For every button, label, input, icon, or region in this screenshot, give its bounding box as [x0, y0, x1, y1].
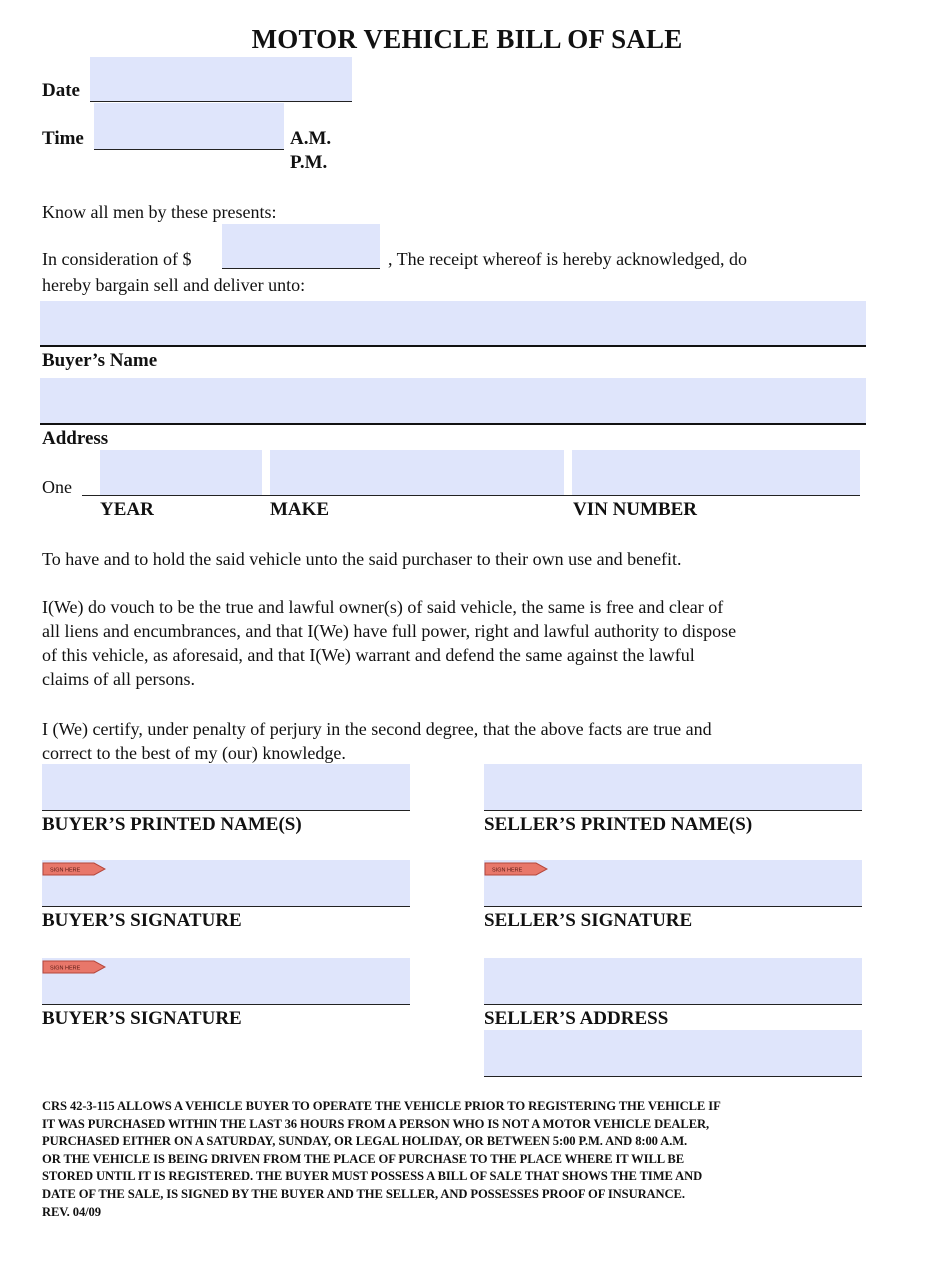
time-am-label: A.M.	[290, 128, 332, 149]
buyer-name-label: Buyer’s Name	[42, 350, 158, 371]
footer-line: OR THE VEHICLE IS BEING DRIVEN FROM THE PLACE OF PURCHASE TO THE PLACE WHERE IT WILL BE	[42, 1151, 685, 1166]
buyer-signature-label: BUYER’S SIGNATURE	[42, 910, 242, 931]
certify-paragraph-line: I (We) certify, under penalty of perjury in the second degree, that the above facts are true and	[42, 719, 712, 739]
hold-paragraph: To have and to hold the said vehicle unto the said purchaser to their own use and benefit.	[42, 549, 682, 569]
vehicle-vin-label: VIN NUMBER	[573, 499, 698, 520]
consideration-underline	[222, 268, 380, 269]
vehicle-make-field[interactable]	[270, 450, 564, 495]
intro-text: Know all men by these presents:	[42, 202, 277, 222]
address-label: Address	[42, 428, 109, 449]
footer-line: IT WAS PURCHASED WITHIN THE LAST 36 HOURS FROM A PERSON WHO IS NOT A MOTOR VEHICLE DEALER,	[42, 1116, 710, 1131]
time-field[interactable]	[94, 103, 284, 149]
consideration-amount-field[interactable]	[222, 224, 380, 268]
vehicle-vin-field[interactable]	[572, 450, 860, 495]
sign-here-flag-icon[interactable]	[484, 861, 548, 877]
consideration-line2: hereby bargain sell and deliver unto:	[42, 275, 306, 295]
address-field[interactable]	[40, 378, 866, 423]
vouch-paragraph-line: I(We) do vouch to be the true and lawful owner(s) of said vehicle, the same is free and clear of	[42, 597, 724, 617]
certify-paragraph-line: correct to the best of my (our) knowledge.	[42, 743, 346, 763]
date-underline	[90, 101, 352, 102]
page-title: MOTOR VEHICLE BILL OF SALE	[251, 24, 683, 54]
seller-address-label: SELLER’S ADDRESS	[484, 1008, 669, 1029]
sign-here-text: SIGN HERE	[50, 965, 81, 972]
sign-here-text: SIGN HERE	[50, 867, 81, 874]
vehicle-underline	[82, 495, 860, 496]
footer-line: STORED UNTIL IT IS REGISTERED. THE BUYER MUST POSSESS A BILL OF SALE THAT SHOWS THE TIME AND	[42, 1169, 703, 1184]
buyer-printed-name-underline	[42, 810, 410, 811]
seller-address-field-2[interactable]	[484, 1030, 862, 1076]
sign-here-flag-icon[interactable]	[42, 959, 106, 975]
address-rule	[40, 423, 866, 425]
buyer-printed-name-label: BUYER’S PRINTED NAME(S)	[42, 814, 302, 835]
seller-signature-label: SELLER’S SIGNATURE	[484, 910, 693, 931]
footer-notice	[42, 1098, 721, 1221]
sign-here-text: SIGN HERE	[492, 867, 523, 874]
buyer-name-field[interactable]	[40, 301, 866, 345]
vehicle-make-label: MAKE	[270, 499, 330, 520]
consideration-suffix: , The receipt whereof is hereby acknowledged, do	[388, 249, 748, 269]
vehicle-prefix: One	[42, 477, 72, 497]
seller-address-field[interactable]	[484, 958, 862, 1004]
time-underline	[94, 149, 284, 150]
vehicle-year-field[interactable]	[100, 450, 262, 495]
buyer-printed-name-field[interactable]	[42, 764, 410, 810]
sign-here-flag-icon[interactable]	[42, 861, 106, 877]
vouch-paragraph-line: claims of all persons.	[42, 669, 195, 689]
time-pm-label: P.M.	[290, 152, 328, 173]
footer-line: PURCHASED EITHER ON A SATURDAY, SUNDAY, OR LEGAL HOLIDAY, OR BETWEEN 5:00 P.M. AND 8:00 A.M.	[42, 1134, 688, 1149]
buyer-signature2-underline	[42, 1004, 410, 1005]
seller-address-underline	[484, 1004, 862, 1005]
vehicle-year-label: YEAR	[100, 499, 154, 520]
date-field[interactable]	[90, 57, 352, 101]
seller-printed-name-label: SELLER’S PRINTED NAME(S)	[484, 814, 753, 835]
seller-printed-name-underline	[484, 810, 862, 811]
footer-line: CRS 42-3-115 ALLOWS A VEHICLE BUYER TO OPERATE THE VEHICLE PRIOR TO REGISTERING THE VEHICLE IF	[42, 1099, 721, 1113]
footer-line: DATE OF THE SALE, IS SIGNED BY THE BUYER AND THE SELLER, AND POSSESSES PROOF OF INSURANCE.	[42, 1186, 685, 1201]
vouch-paragraph-line: all liens and encumbrances, and that I(We) have full power, right and lawful authority to dispose	[42, 621, 737, 641]
vouch-paragraph-line: of this vehicle, as aforesaid, and that I(We) warrant and defend the same against the lawful	[42, 645, 695, 665]
time-label: Time	[42, 128, 84, 149]
seller-address-underline-2	[484, 1076, 862, 1077]
date-label: Date	[42, 80, 80, 101]
buyer-name-rule	[40, 345, 866, 347]
seller-signature-underline	[484, 906, 862, 907]
footer-revision: REV. 04/09	[42, 1204, 101, 1219]
seller-printed-name-field[interactable]	[484, 764, 862, 810]
consideration-prefix: In consideration of $	[42, 249, 192, 269]
buyer-signature-underline	[42, 906, 410, 907]
buyer-signature2-label: BUYER’S SIGNATURE	[42, 1008, 242, 1029]
